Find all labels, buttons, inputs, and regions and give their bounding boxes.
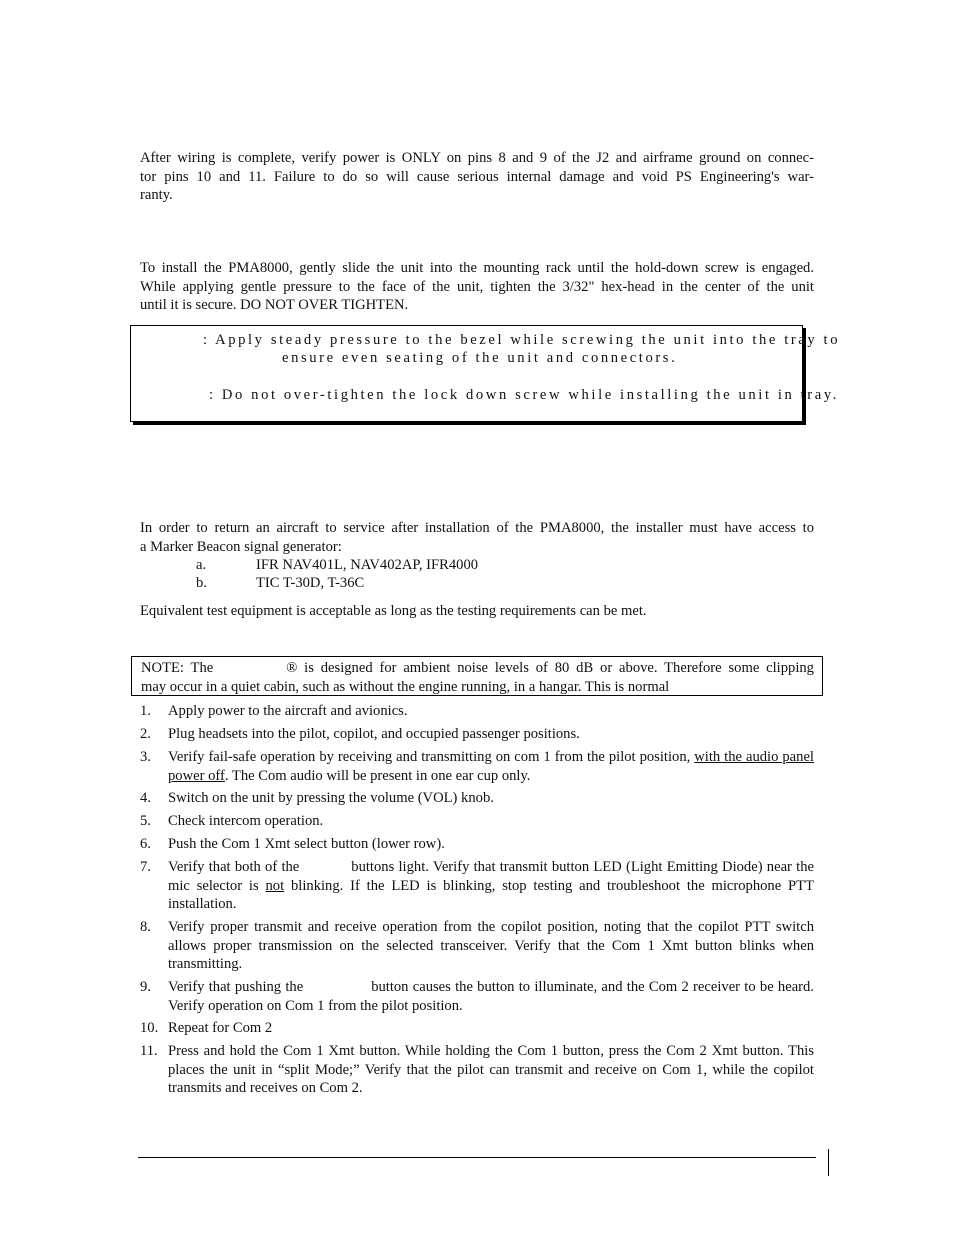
step-text-pre: Verify fail-safe operation by receiving and transmitting on com 1 from the pilot position, (168, 749, 695, 765)
equipment-text: IFR NAV401L, NAV402AP, IFR4000 (256, 557, 479, 573)
wiring-check-line-3: ranty. (140, 187, 173, 203)
step-number: 11. (140, 1043, 158, 1059)
step-text: Press and hold the Com 1 Xmt button. While holding the Com 1 button, press the Com 2 Xmt button. This places the unit in “split Mode;” Verify that the pilot can transmit and receive on Com 1, while the copilot transmits and receives on Com 2. (168, 1043, 814, 1096)
footer-divider (138, 1157, 816, 1158)
step-text (168, 748, 814, 785)
caution-line-3: : Do not over-tighten the lock down screw while installing the unit in tray. (209, 387, 840, 403)
step-number: 2. (140, 726, 151, 742)
return-to-service-paragraph (140, 519, 814, 556)
step-text: Switch on the unit by pressing the volume (VOL) knob. (168, 790, 494, 806)
step-underlined-text: not (265, 877, 285, 894)
step-text-post: . The Com audio will be present in one ear cup only. (224, 767, 531, 784)
caution-line-1: : Apply steady pressure to the bezel while screwing the unit into the tray to (203, 332, 841, 348)
equipment-item-b (196, 574, 364, 593)
step-text (168, 978, 814, 1015)
step-number: 3. (140, 749, 151, 765)
return-line-2: a Marker Beacon signal generator: (140, 538, 342, 555)
caution-line-2: ensure even seating of the unit and connectors. (282, 350, 678, 366)
equipment-item-a (196, 556, 478, 575)
step-text-mid: buttons light. Verify that transmit button LED (Light Emitting Diode) near the mic selector is (168, 859, 814, 894)
note-line-1 (141, 659, 814, 678)
install-line-3: until it is secure. DO NOT OVER TIGHTEN. (140, 297, 409, 313)
equipment-letter: b. (196, 575, 207, 591)
step-text (168, 858, 814, 914)
step-underlined-text: with the audio panel power off (168, 749, 814, 784)
note-prefix: NOTE: The (141, 660, 214, 676)
note-body: ® is designed for ambient noise levels of 80 dB or above. Therefore some clipping (286, 660, 814, 676)
step-text: Push the Com 1 Xmt select button (lower row). (168, 836, 445, 852)
install-paragraph (140, 259, 814, 315)
return-line-1: In order to return an aircraft to service after installation of the PMA8000, the installer must have access to (140, 520, 814, 536)
equivalent-text: Equivalent test equipment is acceptable as long as the testing requirements can be met. (140, 603, 647, 619)
install-line-1: To install the PMA8000, gently slide the unit into the mounting rack until the hold-down screw is engaged. (140, 260, 814, 276)
install-line-2: While applying gentle pressure to the face of the unit, tighten the 3/32" hex-head in the center of the unit (140, 278, 814, 295)
step-text: Repeat for Com 2 (168, 1020, 273, 1036)
step-text-pre: Verify that both of the (168, 859, 300, 875)
step-number: 5. (140, 813, 151, 829)
step-text: Apply power to the aircraft and avionics. (168, 703, 408, 719)
step-text-pre: Verify that pushing the (168, 979, 304, 995)
step-number: 7. (140, 859, 151, 875)
wiring-check-line-2: tor pins 10 and 11. Failure to do so will cause serious internal damage and void PS Engineering's war- (140, 168, 814, 185)
step-text-post: blinking. If the LED is blinking, stop testing and troubleshoot the microphone PTT installation. (168, 877, 814, 912)
step-number: 6. (140, 836, 151, 852)
step-text: Plug headsets into the pilot, copilot, and occupied passenger positions. (168, 726, 580, 742)
step-text: Check intercom operation. (168, 813, 324, 829)
equipment-letter: a. (196, 557, 207, 573)
step-number: 4. (140, 790, 151, 806)
note-line-2: may occur in a quiet cabin, such as without the engine running, in a hangar. This is normal (141, 678, 670, 695)
step-number: 1. (140, 703, 151, 719)
step-text-post: button causes the button to illuminate, and the Com 2 receiver to be heard. Verify operation on Com 1 from the pilot position. (168, 979, 814, 1014)
step-number: 8. (140, 919, 151, 935)
step-text: Verify proper transmit and receive operation from the copilot position, noting that the copilot PTT switch allows proper transmission on the selected transceiver. Verify that the Com 1 Xmt button blinks when transmitting. (168, 919, 814, 972)
footer-vertical-rule (828, 1149, 829, 1176)
caution-box (130, 325, 841, 422)
wiring-check-line-1: After wiring is complete, verify power is ONLY on pins 8 and 9 of the J2 and airframe ground on connec- (140, 150, 814, 166)
note-box (131, 656, 823, 696)
step-number: 10. (140, 1020, 159, 1036)
equipment-text: TIC T-30D, T-36C (256, 575, 365, 591)
step-number: 9. (140, 979, 151, 995)
wiring-check-paragraph (140, 149, 814, 205)
equivalent-equipment-paragraph (140, 602, 814, 621)
